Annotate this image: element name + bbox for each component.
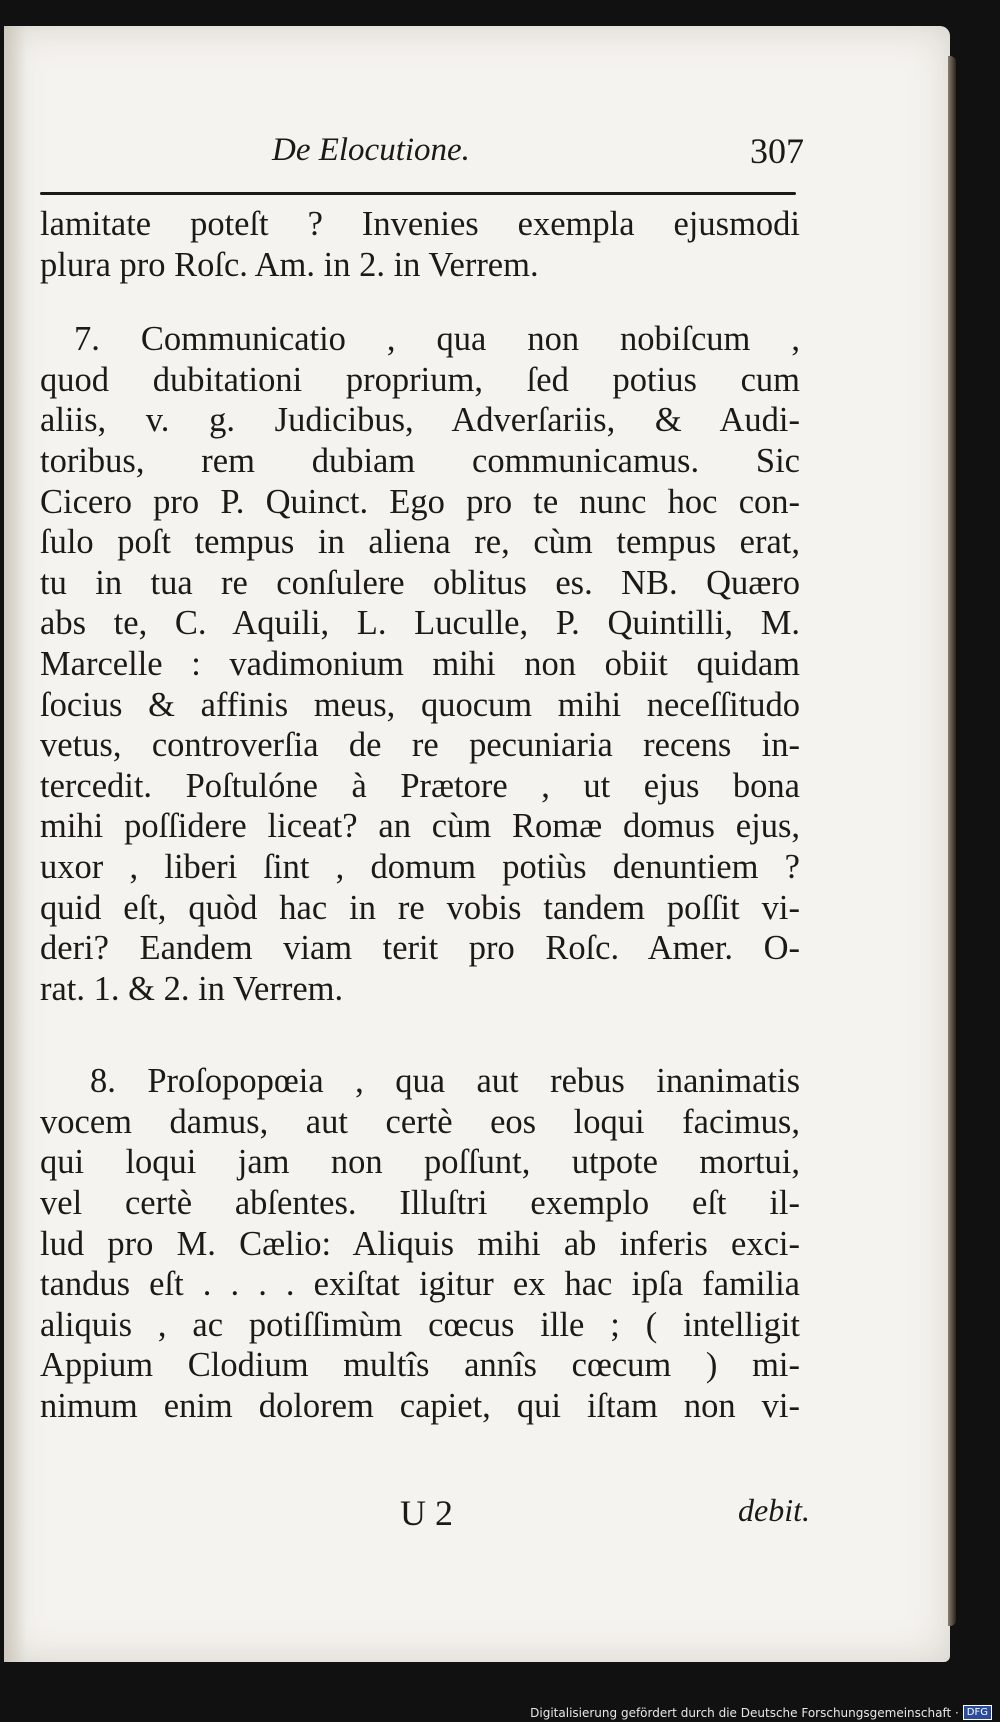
running-head: De Elocutione.: [272, 132, 470, 168]
text-line: mihi poſſidere liceat? an cùm Romæ domus ejus,: [40, 807, 800, 846]
text-line: uxor , liberi ſint , domum potiùs denuntiem ?: [40, 847, 800, 886]
text-line: Marcelle : vadimonium mihi non obiit quidam: [40, 644, 800, 683]
text-line: vetus, controverſia de re pecuniaria recens in-: [40, 726, 800, 765]
dfg-logo: DFG: [963, 1705, 992, 1720]
body-text: [40, 204, 800, 1427]
text-line: vel certè abſentes. Illuſtri exemplo eſt il-: [40, 1184, 800, 1223]
text-line: tu in tua re conſulere oblitus es. NB. Quæro: [40, 563, 800, 602]
text-line: rat. 1. & 2. in Verrem.: [40, 969, 344, 1008]
text-line: quid eſt, quòd hac in re vobis tandem poſſit vi-: [40, 888, 800, 927]
header-rule: [40, 192, 796, 195]
signature-mark: U 2: [400, 1493, 453, 1533]
text-line: ſulo poſt tempus in aliena re, cùm tempus erat,: [40, 523, 800, 562]
text-line: ſocius & affinis meus, quocum mihi neceſſitudo: [40, 685, 800, 724]
book-page: [4, 26, 950, 1662]
text-line: nimum enim dolorem capiet, qui iſtam non vi-: [40, 1387, 800, 1426]
page-number: 307: [750, 131, 804, 171]
text-line: plura pro Roſc. Am. in 2. in Verrem.: [40, 245, 539, 284]
text-line: quod dubitationi proprium, ſed potius cum: [40, 360, 800, 399]
text-line: tandus eſt . . . . exiſtat igitur ex hac ipſa familia: [40, 1265, 800, 1304]
digitization-credit: [530, 1705, 992, 1720]
paragraph-continuation: [40, 204, 800, 285]
page-edge: [948, 56, 956, 1626]
catchline: [40, 1492, 810, 1536]
text-line: toribus, rem dubiam communicamus. Sic: [40, 441, 800, 480]
text-line: Cicero pro P. Quinct. Ego pro te nunc hoc con-: [40, 482, 800, 521]
text-line: 8. Proſopopœia , qua aut rebus inanimatis: [90, 1062, 800, 1101]
catchword: debit.: [738, 1492, 810, 1528]
text-line: lud pro M. Cælio: Aliquis mihi ab inferis exci-: [40, 1224, 800, 1263]
text-line: vocem damus, aut certè eos loqui facimus,: [40, 1102, 800, 1141]
page-header: [40, 116, 804, 176]
text-line: qui loqui jam non poſſunt, utpote mortui,: [40, 1143, 800, 1182]
text-line: Appium Clodium multîs annîs cœcum ) mi-: [40, 1346, 800, 1385]
text-line: deri? Eandem viam terit pro Roſc. Amer. O-: [40, 929, 800, 968]
text-line: tercedit. Poſtulóne à Prætore , ut ejus bona: [40, 766, 800, 805]
text-line: abs te, C. Aquili, L. Luculle, P. Quintilli, M.: [40, 604, 800, 643]
text-line: aliis, v. g. Judicibus, Adverſariis, & Audi-: [40, 401, 800, 440]
text-line: 7. Communicatio , qua non nobiſcum ,: [74, 320, 800, 359]
credit-text: Digitalisierung gefördert durch die Deutsche Forschungsgemeinschaft ·: [530, 1705, 959, 1720]
text-line: lamitate poteſt ? Invenies exempla ejusmodi: [40, 205, 800, 243]
paragraph-prosopopoeia: [40, 1061, 800, 1426]
page-gutter-shadow: [4, 26, 26, 1662]
paragraph-communicatio: [40, 319, 800, 1009]
text-line: aliquis , ac potiſſimùm cœcus ille ; ( intelligit: [40, 1305, 800, 1344]
